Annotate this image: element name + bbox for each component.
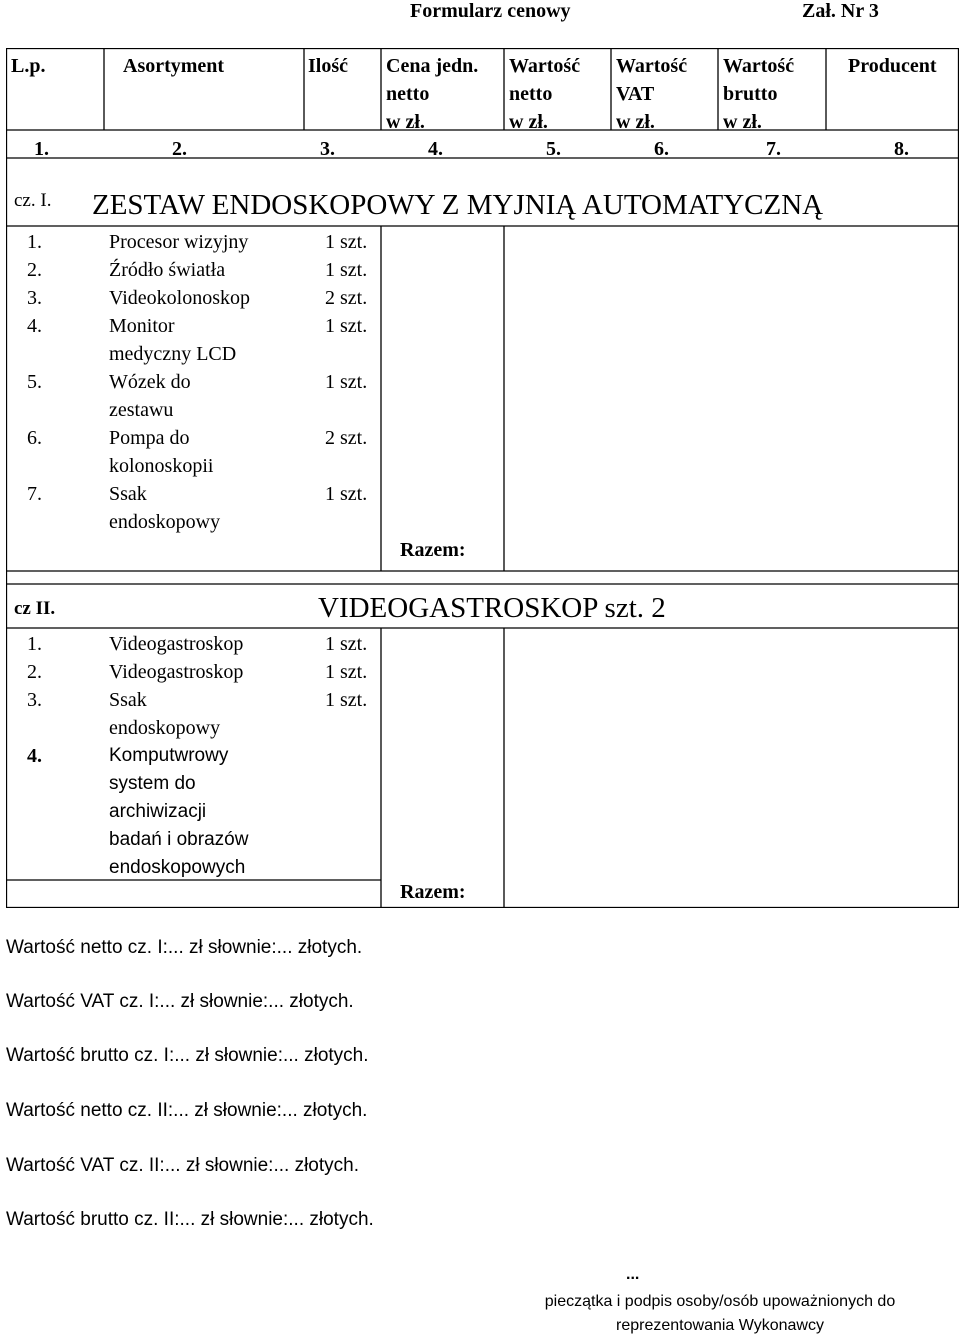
signature-dots: ... <box>626 1266 640 1283</box>
item-name: Źródło światła <box>109 259 226 281</box>
col-header-lp: L.p. <box>11 55 46 77</box>
item-name: Komputwrowy system do archiwizacji badań i obrazów endoskopowych <box>109 745 249 878</box>
summary-line: Wartość VAT cz. II:... zł słownie:... złotych. <box>6 1155 359 1176</box>
item-name: Videogastroskop <box>109 633 244 655</box>
item-qty: 1 szt. <box>325 661 368 683</box>
item-lp: 1. <box>27 633 42 655</box>
item-qty: 1 szt. <box>325 231 368 253</box>
col-number: 4. <box>428 138 443 160</box>
col-number: 2. <box>172 138 187 160</box>
col-header-quantity: Ilość <box>308 55 348 77</box>
item-name: Monitor medyczny LCD <box>109 315 237 365</box>
item-qty: 1 szt. <box>325 315 368 337</box>
item-qty: 2 szt. <box>325 427 368 449</box>
item-lp: 7. <box>27 483 42 505</box>
section1-total-label: Razem: <box>400 539 466 561</box>
item-qty: 1 szt. <box>325 689 368 711</box>
item-qty: 1 szt. <box>325 259 368 281</box>
col-header-vat-value: Wartość VAT w zł. <box>616 55 688 133</box>
col-number: 5. <box>546 138 561 160</box>
col-number: 3. <box>320 138 335 160</box>
col-number: 1. <box>34 138 49 160</box>
summary-line: Wartość brutto cz. II:... zł słownie:... złotych. <box>6 1209 374 1230</box>
attachment-number: Zał. Nr 3 <box>802 0 879 22</box>
item-lp: 3. <box>27 689 42 711</box>
form-title: Formularz cenowy <box>410 0 571 22</box>
item-qty: 1 szt. <box>325 483 368 505</box>
summary-line: Wartość VAT cz. I:... zł słownie:... złotych. <box>6 991 354 1012</box>
item-lp: 3. <box>27 287 42 309</box>
item-lp: 2. <box>27 259 42 281</box>
item-name: Videokolonoskop <box>109 287 251 309</box>
col-header-producer: Producent <box>848 55 937 77</box>
item-lp: 4. <box>27 315 42 337</box>
item-lp: 6. <box>27 427 42 449</box>
item-name: Procesor wizyjny <box>109 231 249 253</box>
item-qty: 1 szt. <box>325 371 368 393</box>
item-lp: 1. <box>27 231 42 253</box>
item-name: Ssak endoskopowy <box>109 689 221 739</box>
summary-line: Wartość netto cz. II:... zł słownie:... złotych. <box>6 1100 368 1121</box>
item-lp: 5. <box>27 371 42 393</box>
section1-label: cz. I. <box>14 190 52 211</box>
item-qty: 2 szt. <box>325 287 368 309</box>
col-number: 8. <box>894 138 909 160</box>
item-lp: 4. <box>27 745 42 767</box>
col-header-assortment: Asortyment <box>123 55 225 77</box>
item-qty: 1 szt. <box>325 633 368 655</box>
col-header-gross-value: Wartość brutto w zł. <box>723 55 795 133</box>
item-name: Pompa do kolonoskopii <box>109 427 214 477</box>
summary-line: Wartość brutto cz. I:... zł słownie:... złotych. <box>6 1045 369 1066</box>
summary-line: Wartość netto cz. I:... zł słownie:... złotych. <box>6 937 363 958</box>
col-number: 7. <box>766 138 781 160</box>
item-name: Videogastroskop <box>109 661 244 683</box>
form-header <box>0 0 960 24</box>
section2-total-label: Razem: <box>400 881 466 903</box>
item-name: Ssak endoskopowy <box>109 483 221 533</box>
item-name: Wózek do zestawu <box>109 371 191 421</box>
price-table <box>6 48 959 908</box>
section1-title: ZESTAW ENDOSKOPOWY Z MYJNIĄ AUTOMATYCZNĄ <box>92 189 824 221</box>
col-number: 6. <box>654 138 669 160</box>
section2-title: VIDEOGASTROSKOP szt. 2 <box>318 592 666 624</box>
col-header-net-value: Wartość netto w zł. <box>509 55 581 133</box>
col-header-unit-price: Cena jedn. netto w zł. <box>386 55 479 133</box>
signature-caption: pieczątka i podpis osoby/osób upoważnionych do reprezentowania Wykonawcy <box>544 1293 896 1334</box>
section2-label: cz II. <box>14 598 56 619</box>
item-lp: 2. <box>27 661 42 683</box>
